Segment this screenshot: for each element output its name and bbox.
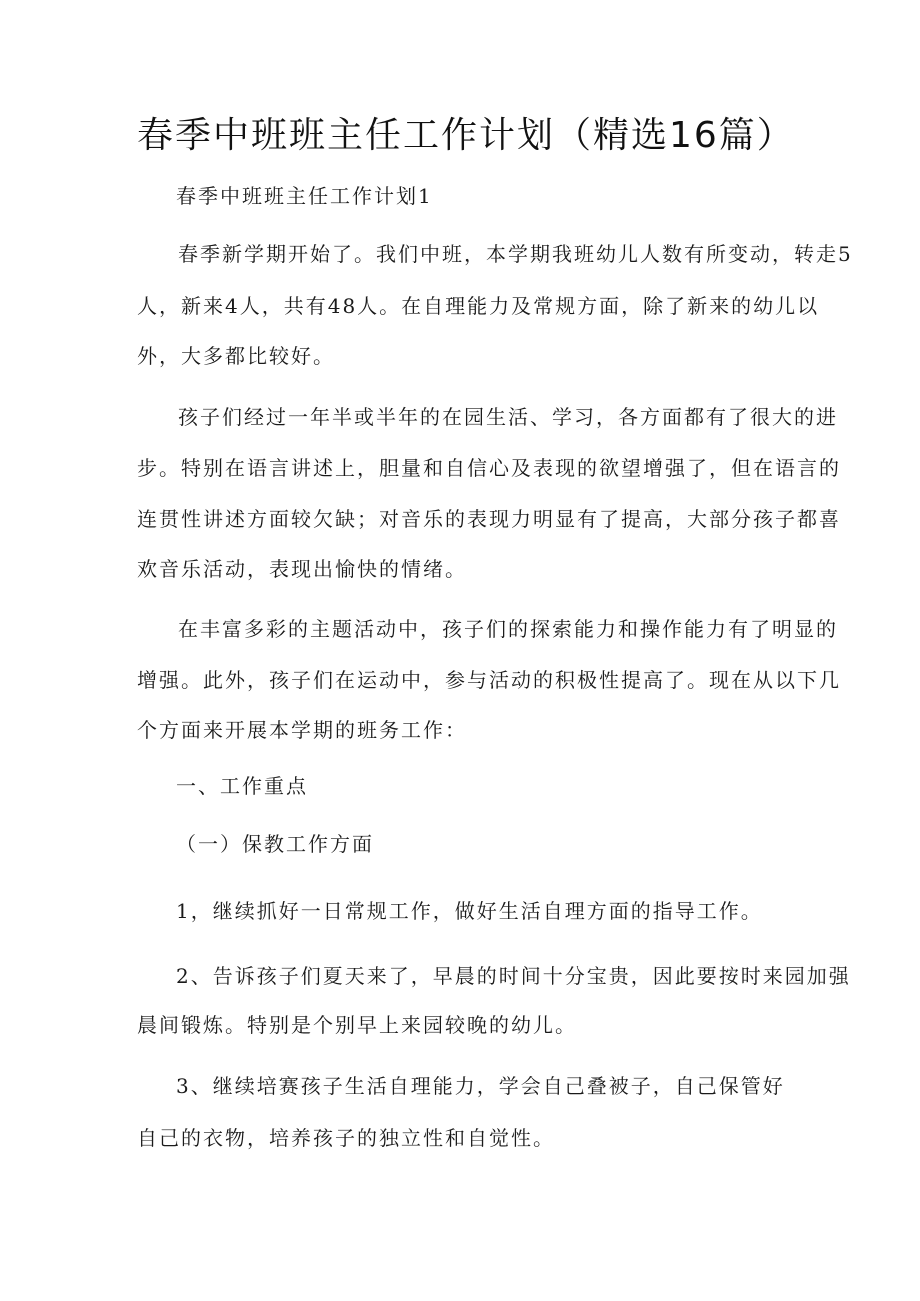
document-title: 春季中班班主任工作计划（精选16篇） — [137, 115, 795, 156]
paragraph-2-line-3: 连贯性讲述方面较欠缺；对音乐的表现力明显有了提高，大部分孩子都喜 — [137, 507, 841, 531]
list-item-3-line-1: 3、继续培赛孩子生活自理能力，学会自己叠被子，自己保管好 — [176, 1074, 785, 1098]
paragraph-1-line-1: 春季新学期开始了。我们中班，本学期我班幼儿人数有所变动，转走5 — [178, 242, 853, 266]
paragraph-3-line-1: 在丰富多彩的主题活动中，孩子们的探索能力和操作能力有了明显的 — [178, 617, 838, 641]
section-heading-1: 一、工作重点 — [176, 774, 308, 798]
list-item-2-line-1: 2、告诉孩子们夏天来了，早晨的时间十分宝贵，因此要按时来园加强 — [176, 964, 851, 988]
paragraph-2-line-4: 欢音乐活动，表现出愉快的情绪。 — [137, 557, 467, 581]
paragraph-3-line-2: 增强。此外，孩子们在运动中，参与活动的积极性提高了。现在从以下几 — [137, 668, 841, 692]
list-item-2-line-2: 晨间锻炼。特别是个别早上来园较晚的幼儿。 — [137, 1013, 577, 1037]
paragraph-2-line-1: 孩子们经过一年半或半年的在园生活、学习，各方面都有了很大的进 — [178, 405, 838, 429]
list-item-3-line-2: 自己的衣物，培养孩子的独立性和自觉性。 — [137, 1126, 555, 1150]
paragraph-2-line-2: 步。特别在语言讲述上，胆量和自信心及表现的欲望增强了，但在语言的 — [137, 456, 841, 480]
list-item-1: 1，继续抓好一日常规工作，做好生活自理方面的指导工作。 — [176, 899, 763, 923]
paragraph-1-line-2: 人，新来4人，共有48人。在自理能力及常规方面，除了新来的幼儿以 — [137, 294, 820, 318]
document-subtitle: 春季中班班主任工作计划1 — [176, 184, 433, 208]
paragraph-3-line-3: 个方面来开展本学期的班务工作： — [137, 718, 467, 742]
section-heading-2: （一）保教工作方面 — [176, 832, 374, 856]
paragraph-1-line-3: 外，大多都比较好。 — [137, 344, 335, 368]
